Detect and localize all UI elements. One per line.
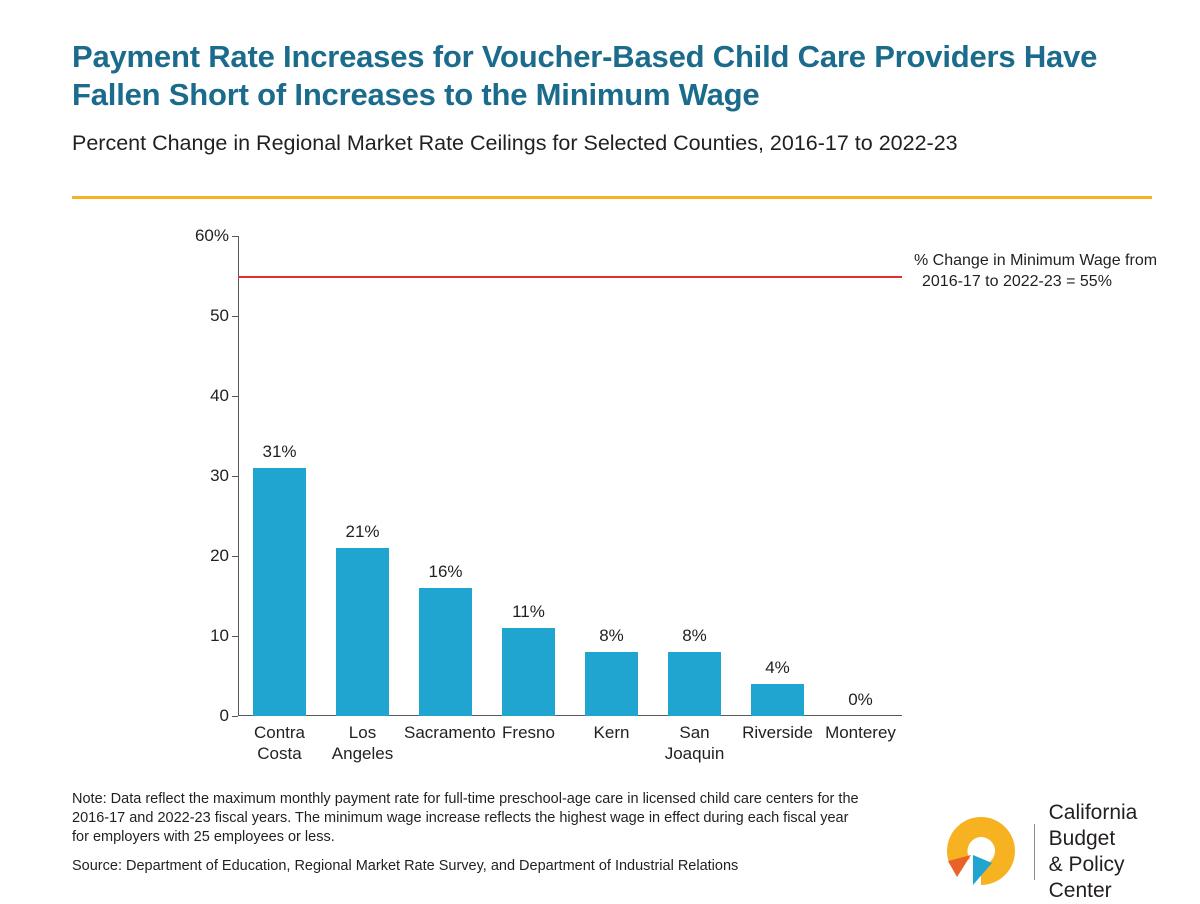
bar-value-label: 16%	[428, 562, 463, 581]
bar-value-label: 31%	[262, 442, 297, 461]
y-axis-tick-label: 10	[210, 626, 229, 645]
bar-slot	[404, 236, 487, 716]
x-axis-category-label-line: Kern	[593, 723, 630, 742]
x-axis-category-label-line: Costa	[257, 744, 302, 763]
x-axis-category-label-line: Fresno	[502, 723, 555, 742]
x-axis-category-label-line: Joaquin	[664, 744, 725, 763]
bar[interactable]	[253, 468, 306, 716]
logo-divider	[1034, 824, 1035, 880]
x-axis-category-label-line: San	[679, 723, 710, 742]
organization-logo	[940, 800, 1152, 904]
header	[72, 38, 1152, 156]
bar-slot	[819, 236, 902, 716]
header-divider	[72, 196, 1152, 199]
bar-slot	[238, 236, 321, 716]
x-axis-category-label	[404, 722, 496, 764]
bar-slot	[321, 236, 404, 716]
x-axis-category-label-line: Sacramento	[404, 723, 496, 742]
bar-value-label: 21%	[345, 522, 380, 541]
minimum-wage-threshold-label	[914, 250, 1157, 292]
x-axis-category-label-line: Riverside	[742, 723, 813, 742]
bar-value-label: 8%	[599, 626, 624, 645]
y-axis-tick-label: 40	[210, 386, 229, 405]
x-axis-category-label	[321, 722, 404, 764]
bar-value-label: 8%	[682, 626, 707, 645]
x-axis-category-label	[819, 722, 902, 764]
x-axis-category-label	[736, 722, 819, 764]
bar-slot	[487, 236, 570, 716]
bar[interactable]	[336, 548, 389, 716]
bar-value-label: 0%	[848, 690, 873, 709]
bar-value-label: 4%	[765, 658, 790, 677]
bar-value-label: 11%	[512, 602, 545, 621]
page-title: Payment Rate Increases for Voucher-Based Child Care Providers Have Fallen Short of Increases to the Minimum Wage	[72, 39, 1098, 112]
y-axis-tick-label: 30	[210, 466, 229, 485]
bar-slot	[570, 236, 653, 716]
bar-slot	[736, 236, 819, 716]
x-axis-category-label-line: Angeles	[331, 744, 394, 763]
y-axis-tick-label: 20	[210, 546, 229, 565]
footnotes	[72, 790, 862, 876]
bar-slot	[653, 236, 736, 716]
x-axis-category-label	[570, 722, 653, 764]
threshold-label-line: 2016-17 to 2022-23 = 55%	[922, 273, 1112, 290]
bar[interactable]	[668, 652, 721, 716]
bar[interactable]	[502, 628, 555, 716]
y-axis-tick-label: 60%	[194, 226, 229, 245]
x-axis-category-label	[487, 722, 570, 764]
x-axis-category-labels	[238, 722, 902, 764]
bar[interactable]	[419, 588, 472, 716]
x-axis-category-label-line: Los	[348, 723, 377, 742]
y-axis-tick-label: 50	[210, 306, 229, 325]
x-axis-category-label	[238, 722, 321, 764]
source-text: Source: Department of Education, Regional Market Rate Survey, and Department of Industrial Relations	[72, 858, 739, 874]
page-subtitle: Percent Change in Regional Market Rate Ceilings for Selected Counties, 2016-17 to 2022-23	[72, 131, 958, 155]
x-axis-category-label-line: Monterey	[825, 723, 896, 742]
x-axis-category-label-line: Contra	[253, 723, 306, 742]
logo-line-1: California Budget	[1048, 801, 1138, 850]
plot-area	[238, 236, 902, 716]
y-axis-tick-label: 0	[219, 706, 229, 725]
bar[interactable]	[585, 652, 638, 716]
note-text: Note: Data reflect the maximum monthly payment rate for full-time preschool-age care in licensed child care centers for the 2016-17 and 2022-23 fiscal years. The minimum wage increase reflects the highest wage in effect during each fiscal year for employers with 25 employees or less.	[72, 791, 859, 845]
bar-chart	[72, 224, 1158, 769]
bar[interactable]	[751, 684, 804, 716]
cbpc-logo-icon	[940, 815, 1024, 889]
threshold-label-line: % Change in Minimum Wage from	[914, 252, 1158, 269]
logo-line-2: & Policy Center	[1048, 853, 1125, 902]
bar-series	[238, 236, 902, 716]
logo-wordmark	[1049, 800, 1152, 904]
x-axis-category-label	[653, 722, 736, 764]
